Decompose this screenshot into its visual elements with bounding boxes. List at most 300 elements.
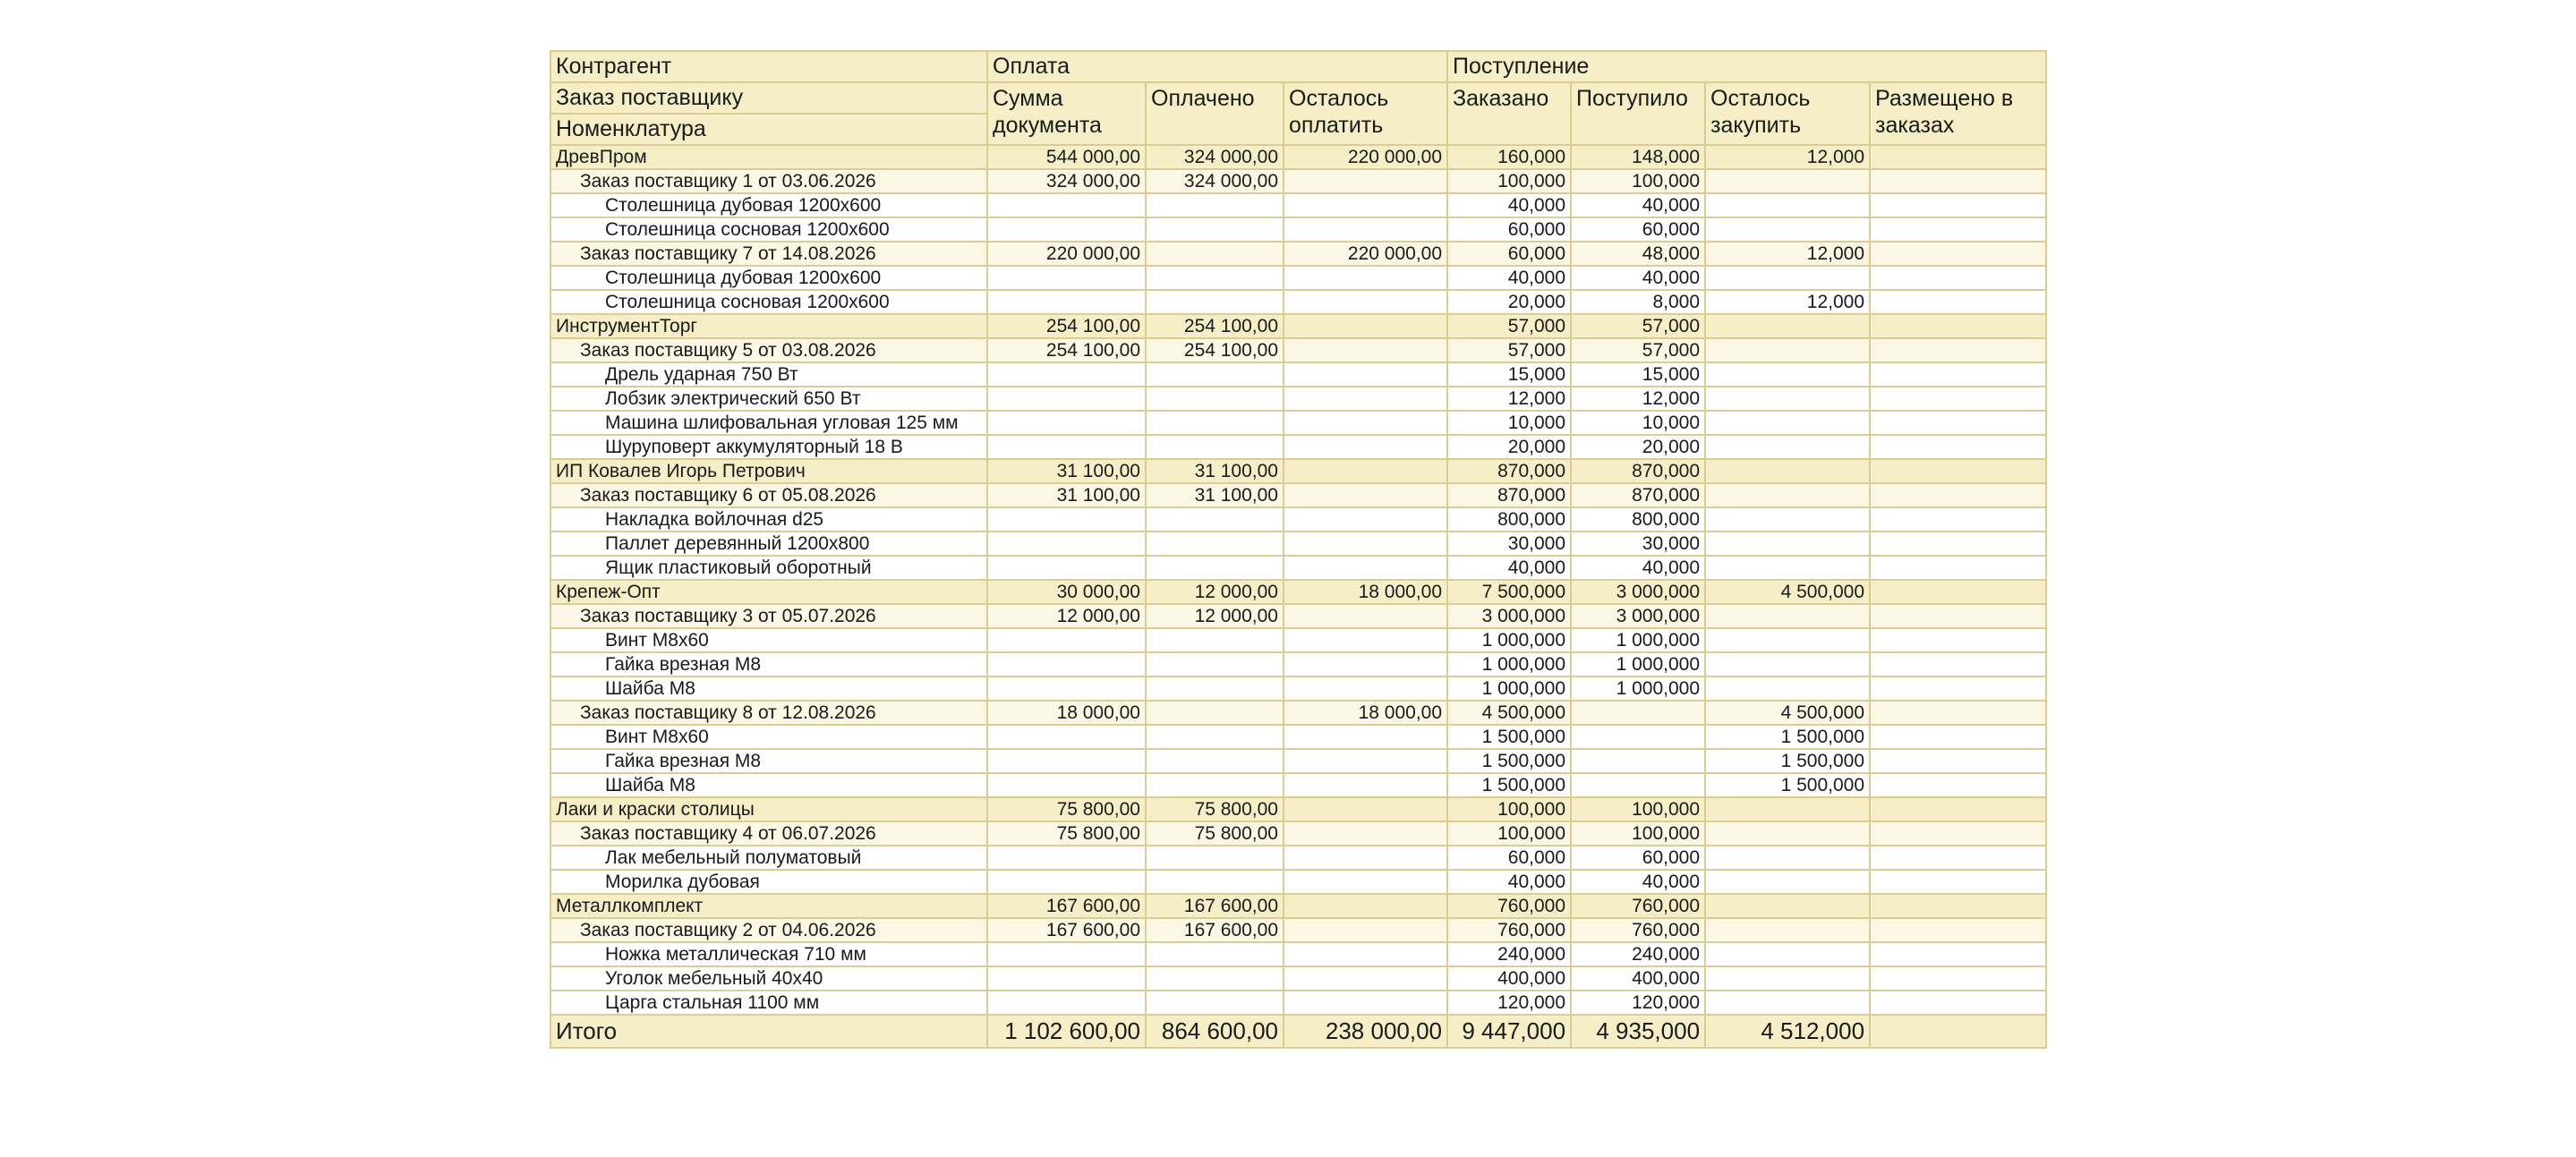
cell-left-to-buy bbox=[1705, 628, 1870, 652]
cell-name: Ящик пластиковый оборотный bbox=[550, 556, 987, 580]
item-row[interactable] bbox=[550, 532, 2046, 556]
cell-left-to-buy bbox=[1705, 918, 1870, 942]
cell-left-to-pay bbox=[1284, 217, 1447, 242]
cell-name: ИП Ковалев Игорь Петрович bbox=[550, 459, 987, 483]
cell-paid bbox=[1146, 193, 1284, 217]
cell-placed bbox=[1870, 314, 2046, 338]
cell-name: Заказ поставщику 8 от 12.08.2026 bbox=[550, 701, 987, 725]
cell-received: 240,000 bbox=[1571, 942, 1705, 966]
cell-received: 30,000 bbox=[1571, 532, 1705, 556]
cell-received: 40,000 bbox=[1571, 870, 1705, 894]
cell-placed bbox=[1870, 918, 2046, 942]
order-row[interactable] bbox=[550, 604, 2046, 628]
cell-received: 800,000 bbox=[1571, 507, 1705, 532]
cell-left-to-pay bbox=[1284, 918, 1447, 942]
cell-name: ИнструментТорг bbox=[550, 314, 987, 338]
cell-paid bbox=[1146, 773, 1284, 797]
cell-left-to-pay bbox=[1284, 894, 1447, 918]
cell-paid: 167 600,00 bbox=[1146, 894, 1284, 918]
cell-ordered: 20,000 bbox=[1447, 290, 1571, 314]
cell-paid: 324 000,00 bbox=[1146, 169, 1284, 193]
item-row[interactable] bbox=[550, 725, 2046, 749]
cell-left-to-buy bbox=[1705, 193, 1870, 217]
cell-paid bbox=[1146, 532, 1284, 556]
cell-doc-sum bbox=[987, 193, 1146, 217]
cell-ordered: 60,000 bbox=[1447, 242, 1571, 266]
cell-left-to-pay bbox=[1284, 676, 1447, 701]
cell-received: 760,000 bbox=[1571, 894, 1705, 918]
cell-paid bbox=[1146, 942, 1284, 966]
cell-paid: 75 800,00 bbox=[1146, 797, 1284, 821]
cell-paid bbox=[1146, 966, 1284, 991]
total-left-to-pay: 238 000,00 bbox=[1284, 1015, 1447, 1048]
cell-received: 20,000 bbox=[1571, 435, 1705, 459]
cell-left-to-buy bbox=[1705, 821, 1870, 846]
cell-received: 10,000 bbox=[1571, 411, 1705, 435]
cell-ordered: 20,000 bbox=[1447, 435, 1571, 459]
cell-placed bbox=[1870, 580, 2046, 604]
cell-ordered: 40,000 bbox=[1447, 870, 1571, 894]
order-row[interactable] bbox=[550, 242, 2046, 266]
item-row[interactable] bbox=[550, 676, 2046, 701]
cell-received: 100,000 bbox=[1571, 821, 1705, 846]
cell-doc-sum: 30 000,00 bbox=[987, 580, 1146, 604]
cell-received: 100,000 bbox=[1571, 797, 1705, 821]
cell-name: Заказ поставщику 3 от 05.07.2026 bbox=[550, 604, 987, 628]
cell-placed bbox=[1870, 217, 2046, 242]
cell-received: 100,000 bbox=[1571, 169, 1705, 193]
cell-left-to-buy bbox=[1705, 314, 1870, 338]
cell-placed bbox=[1870, 966, 2046, 991]
cell-name: Дрель ударная 750 Вт bbox=[550, 362, 987, 387]
item-row[interactable] bbox=[550, 942, 2046, 966]
item-row[interactable] bbox=[550, 217, 2046, 242]
cell-doc-sum: 254 100,00 bbox=[987, 338, 1146, 362]
cell-received: 1 000,000 bbox=[1571, 652, 1705, 676]
total-label: Итого bbox=[550, 1015, 987, 1048]
cell-ordered: 57,000 bbox=[1447, 314, 1571, 338]
cell-name: Металлкомплект bbox=[550, 894, 987, 918]
cell-ordered: 1 500,000 bbox=[1447, 749, 1571, 773]
cell-left-to-pay bbox=[1284, 169, 1447, 193]
cell-left-to-buy bbox=[1705, 217, 1870, 242]
cell-placed bbox=[1870, 942, 2046, 966]
cell-paid: 75 800,00 bbox=[1146, 821, 1284, 846]
cell-doc-sum bbox=[987, 290, 1146, 314]
cell-placed bbox=[1870, 797, 2046, 821]
cell-left-to-buy bbox=[1705, 966, 1870, 991]
cell-ordered: 60,000 bbox=[1447, 846, 1571, 870]
cell-placed bbox=[1870, 483, 2046, 507]
cell-left-to-pay bbox=[1284, 942, 1447, 966]
cell-name: Уголок мебельный 40х40 bbox=[550, 966, 987, 991]
cell-left-to-pay bbox=[1284, 652, 1447, 676]
cell-name: Гайка врезная М8 bbox=[550, 749, 987, 773]
cell-paid bbox=[1146, 846, 1284, 870]
cell-received bbox=[1571, 725, 1705, 749]
cell-received bbox=[1571, 773, 1705, 797]
cell-doc-sum bbox=[987, 749, 1146, 773]
cell-left-to-buy bbox=[1705, 846, 1870, 870]
order-row[interactable] bbox=[550, 483, 2046, 507]
cell-name: Царга стальная 1100 мм bbox=[550, 991, 987, 1015]
cell-left-to-pay bbox=[1284, 266, 1447, 290]
cell-left-to-pay: 220 000,00 bbox=[1284, 242, 1447, 266]
cell-doc-sum: 324 000,00 bbox=[987, 169, 1146, 193]
total-doc-sum: 1 102 600,00 bbox=[987, 1015, 1146, 1048]
cell-left-to-buy bbox=[1705, 797, 1870, 821]
cell-name: Шуруповерт аккумуляторный 18 В bbox=[550, 435, 987, 459]
cell-received: 148,000 bbox=[1571, 145, 1705, 169]
cell-placed bbox=[1870, 628, 2046, 652]
cell-left-to-pay bbox=[1284, 725, 1447, 749]
cell-doc-sum bbox=[987, 676, 1146, 701]
cell-placed bbox=[1870, 894, 2046, 918]
item-row[interactable] bbox=[550, 387, 2046, 411]
counterparty-row[interactable] bbox=[550, 145, 2046, 169]
cell-paid: 324 000,00 bbox=[1146, 145, 1284, 169]
cell-ordered: 30,000 bbox=[1447, 532, 1571, 556]
cell-left-to-buy: 12,000 bbox=[1705, 290, 1870, 314]
cell-name: Заказ поставщику 4 от 06.07.2026 bbox=[550, 821, 987, 846]
cell-placed bbox=[1870, 604, 2046, 628]
item-row[interactable] bbox=[550, 290, 2046, 314]
cell-doc-sum: 12 000,00 bbox=[987, 604, 1146, 628]
cell-received bbox=[1571, 749, 1705, 773]
cell-received: 870,000 bbox=[1571, 483, 1705, 507]
cell-placed bbox=[1870, 773, 2046, 797]
cell-left-to-buy bbox=[1705, 870, 1870, 894]
cell-left-to-pay bbox=[1284, 749, 1447, 773]
cell-left-to-pay bbox=[1284, 773, 1447, 797]
header-paid: Оплачено bbox=[1146, 82, 1284, 145]
cell-ordered: 1 500,000 bbox=[1447, 725, 1571, 749]
cell-received: 60,000 bbox=[1571, 217, 1705, 242]
cell-left-to-pay bbox=[1284, 870, 1447, 894]
cell-paid bbox=[1146, 435, 1284, 459]
cell-paid bbox=[1146, 387, 1284, 411]
cell-received: 400,000 bbox=[1571, 966, 1705, 991]
cell-ordered: 10,000 bbox=[1447, 411, 1571, 435]
cell-paid: 12 000,00 bbox=[1146, 580, 1284, 604]
cell-name: Столешница сосновая 1200х600 bbox=[550, 290, 987, 314]
cell-doc-sum bbox=[987, 387, 1146, 411]
cell-doc-sum bbox=[987, 725, 1146, 749]
cell-ordered: 870,000 bbox=[1447, 459, 1571, 483]
cell-doc-sum: 167 600,00 bbox=[987, 918, 1146, 942]
cell-paid: 12 000,00 bbox=[1146, 604, 1284, 628]
cell-paid: 254 100,00 bbox=[1146, 338, 1284, 362]
cell-received: 40,000 bbox=[1571, 193, 1705, 217]
cell-received: 57,000 bbox=[1571, 338, 1705, 362]
total-placed bbox=[1870, 1015, 2046, 1048]
cell-left-to-pay bbox=[1284, 338, 1447, 362]
cell-left-to-pay bbox=[1284, 435, 1447, 459]
item-row[interactable] bbox=[550, 846, 2046, 870]
cell-ordered: 57,000 bbox=[1447, 338, 1571, 362]
item-row[interactable] bbox=[550, 435, 2046, 459]
order-row[interactable] bbox=[550, 338, 2046, 362]
cell-left-to-pay bbox=[1284, 628, 1447, 652]
cell-left-to-pay bbox=[1284, 362, 1447, 387]
cell-name: Заказ поставщику 5 от 03.08.2026 bbox=[550, 338, 987, 362]
cell-ordered: 100,000 bbox=[1447, 797, 1571, 821]
cell-left-to-buy bbox=[1705, 411, 1870, 435]
cell-left-to-pay bbox=[1284, 821, 1447, 846]
cell-paid bbox=[1146, 991, 1284, 1015]
cell-paid: 167 600,00 bbox=[1146, 918, 1284, 942]
header-row-1 bbox=[550, 51, 2046, 82]
item-row[interactable] bbox=[550, 362, 2046, 387]
cell-placed bbox=[1870, 701, 2046, 725]
cell-paid bbox=[1146, 266, 1284, 290]
item-row[interactable] bbox=[550, 628, 2046, 652]
total-row bbox=[550, 1015, 2046, 1048]
item-row[interactable] bbox=[550, 991, 2046, 1015]
cell-doc-sum bbox=[987, 217, 1146, 242]
cell-name: Столешница дубовая 1200х600 bbox=[550, 193, 987, 217]
cell-placed bbox=[1870, 362, 2046, 387]
report-body bbox=[550, 51, 2046, 1048]
cell-doc-sum: 75 800,00 bbox=[987, 797, 1146, 821]
cell-ordered: 3 000,000 bbox=[1447, 604, 1571, 628]
order-row[interactable] bbox=[550, 918, 2046, 942]
cell-ordered: 40,000 bbox=[1447, 266, 1571, 290]
counterparty-row[interactable] bbox=[550, 580, 2046, 604]
cell-paid bbox=[1146, 242, 1284, 266]
cell-left-to-buy: 1 500,000 bbox=[1705, 773, 1870, 797]
cell-ordered: 760,000 bbox=[1447, 918, 1571, 942]
cell-left-to-buy bbox=[1705, 387, 1870, 411]
cell-doc-sum bbox=[987, 411, 1146, 435]
header-placed-in-orders: Размещено в заказах bbox=[1870, 82, 2046, 145]
item-row[interactable] bbox=[550, 556, 2046, 580]
cell-left-to-pay bbox=[1284, 411, 1447, 435]
header-order: Заказ поставщику bbox=[550, 82, 987, 114]
cell-received: 760,000 bbox=[1571, 918, 1705, 942]
cell-left-to-pay bbox=[1284, 532, 1447, 556]
cell-name: Лак мебельный полуматовый bbox=[550, 846, 987, 870]
cell-name: Шайба М8 bbox=[550, 676, 987, 701]
total-left-to-buy: 4 512,000 bbox=[1705, 1015, 1870, 1048]
cell-received: 3 000,000 bbox=[1571, 580, 1705, 604]
cell-paid bbox=[1146, 290, 1284, 314]
cell-ordered: 800,000 bbox=[1447, 507, 1571, 532]
cell-left-to-buy bbox=[1705, 676, 1870, 701]
cell-ordered: 12,000 bbox=[1447, 387, 1571, 411]
cell-placed bbox=[1870, 652, 2046, 676]
cell-doc-sum: 31 100,00 bbox=[987, 483, 1146, 507]
header-row-2 bbox=[550, 82, 2046, 114]
item-row[interactable] bbox=[550, 870, 2046, 894]
cell-paid bbox=[1146, 411, 1284, 435]
cell-doc-sum bbox=[987, 652, 1146, 676]
cell-placed bbox=[1870, 556, 2046, 580]
cell-doc-sum: 18 000,00 bbox=[987, 701, 1146, 725]
item-row[interactable] bbox=[550, 507, 2046, 532]
cell-ordered: 100,000 bbox=[1447, 821, 1571, 846]
cell-ordered: 1 000,000 bbox=[1447, 676, 1571, 701]
cell-placed bbox=[1870, 435, 2046, 459]
header-nomenclature: Номенклатура bbox=[550, 114, 987, 145]
cell-received: 120,000 bbox=[1571, 991, 1705, 1015]
cell-placed bbox=[1870, 459, 2046, 483]
cell-paid: 31 100,00 bbox=[1146, 459, 1284, 483]
item-row[interactable] bbox=[550, 266, 2046, 290]
cell-left-to-buy bbox=[1705, 532, 1870, 556]
total-paid: 864 600,00 bbox=[1146, 1015, 1284, 1048]
supplier-orders-report bbox=[550, 50, 2047, 1049]
cell-left-to-pay: 220 000,00 bbox=[1284, 145, 1447, 169]
cell-ordered: 7 500,000 bbox=[1447, 580, 1571, 604]
counterparty-row[interactable] bbox=[550, 314, 2046, 338]
cell-left-to-pay bbox=[1284, 290, 1447, 314]
cell-placed bbox=[1870, 532, 2046, 556]
cell-left-to-buy bbox=[1705, 435, 1870, 459]
cell-received: 3 000,000 bbox=[1571, 604, 1705, 628]
cell-doc-sum bbox=[987, 556, 1146, 580]
cell-paid: 254 100,00 bbox=[1146, 314, 1284, 338]
cell-placed bbox=[1870, 193, 2046, 217]
cell-placed bbox=[1870, 749, 2046, 773]
cell-left-to-buy: 12,000 bbox=[1705, 145, 1870, 169]
cell-left-to-pay bbox=[1284, 507, 1447, 532]
item-row[interactable] bbox=[550, 966, 2046, 991]
cell-left-to-pay bbox=[1284, 846, 1447, 870]
cell-left-to-buy: 12,000 bbox=[1705, 242, 1870, 266]
cell-paid bbox=[1146, 676, 1284, 701]
cell-placed bbox=[1870, 411, 2046, 435]
cell-name: Лобзик электрический 650 Вт bbox=[550, 387, 987, 411]
cell-received: 40,000 bbox=[1571, 266, 1705, 290]
cell-placed bbox=[1870, 846, 2046, 870]
cell-left-to-buy bbox=[1705, 991, 1870, 1015]
cell-name: Морилка дубовая bbox=[550, 870, 987, 894]
cell-placed bbox=[1870, 290, 2046, 314]
cell-paid: 31 100,00 bbox=[1146, 483, 1284, 507]
cell-left-to-buy bbox=[1705, 169, 1870, 193]
cell-doc-sum: 544 000,00 bbox=[987, 145, 1146, 169]
header-received: Поступило bbox=[1571, 82, 1705, 145]
cell-ordered: 40,000 bbox=[1447, 556, 1571, 580]
cell-paid bbox=[1146, 628, 1284, 652]
cell-placed bbox=[1870, 266, 2046, 290]
cell-placed bbox=[1870, 676, 2046, 701]
cell-ordered: 120,000 bbox=[1447, 991, 1571, 1015]
cell-received: 1 000,000 bbox=[1571, 676, 1705, 701]
cell-paid bbox=[1146, 701, 1284, 725]
cell-doc-sum bbox=[987, 362, 1146, 387]
cell-doc-sum bbox=[987, 532, 1146, 556]
cell-left-to-pay bbox=[1284, 459, 1447, 483]
header-counterparty: Контрагент bbox=[550, 51, 987, 82]
cell-left-to-buy: 1 500,000 bbox=[1705, 725, 1870, 749]
cell-doc-sum bbox=[987, 846, 1146, 870]
cell-name: Машина шлифовальная угловая 125 мм bbox=[550, 411, 987, 435]
cell-placed bbox=[1870, 242, 2046, 266]
cell-left-to-pay: 18 000,00 bbox=[1284, 580, 1447, 604]
cell-ordered: 870,000 bbox=[1447, 483, 1571, 507]
cell-name: Столешница дубовая 1200х600 bbox=[550, 266, 987, 290]
order-row[interactable] bbox=[550, 169, 2046, 193]
item-row[interactable] bbox=[550, 652, 2046, 676]
cell-name: Столешница сосновая 1200х600 bbox=[550, 217, 987, 242]
counterparty-row[interactable] bbox=[550, 797, 2046, 821]
cell-paid bbox=[1146, 556, 1284, 580]
cell-ordered: 400,000 bbox=[1447, 966, 1571, 991]
cell-doc-sum: 254 100,00 bbox=[987, 314, 1146, 338]
header-left-to-buy: Осталось закупить bbox=[1705, 82, 1870, 145]
cell-received: 12,000 bbox=[1571, 387, 1705, 411]
item-row[interactable] bbox=[550, 193, 2046, 217]
counterparty-row[interactable] bbox=[550, 894, 2046, 918]
cell-name: Ножка металлическая 710 мм bbox=[550, 942, 987, 966]
cell-placed bbox=[1870, 507, 2046, 532]
cell-name: Заказ поставщику 6 от 05.08.2026 bbox=[550, 483, 987, 507]
cell-ordered: 1 000,000 bbox=[1447, 652, 1571, 676]
item-row[interactable] bbox=[550, 411, 2046, 435]
cell-received bbox=[1571, 701, 1705, 725]
cell-name: Шайба М8 bbox=[550, 773, 987, 797]
cell-placed bbox=[1870, 991, 2046, 1015]
cell-received: 8,000 bbox=[1571, 290, 1705, 314]
cell-doc-sum: 220 000,00 bbox=[987, 242, 1146, 266]
cell-ordered: 100,000 bbox=[1447, 169, 1571, 193]
cell-left-to-buy bbox=[1705, 483, 1870, 507]
cell-left-to-buy bbox=[1705, 942, 1870, 966]
cell-received: 60,000 bbox=[1571, 846, 1705, 870]
cell-doc-sum bbox=[987, 991, 1146, 1015]
total-received: 4 935,000 bbox=[1571, 1015, 1705, 1048]
cell-left-to-pay bbox=[1284, 991, 1447, 1015]
order-row[interactable] bbox=[550, 701, 2046, 725]
cell-left-to-pay bbox=[1284, 797, 1447, 821]
header-payment: Оплата bbox=[987, 51, 1447, 82]
cell-left-to-buy: 4 500,000 bbox=[1705, 701, 1870, 725]
cell-placed bbox=[1870, 725, 2046, 749]
cell-name: Заказ поставщику 1 от 03.06.2026 bbox=[550, 169, 987, 193]
cell-name: ДревПром bbox=[550, 145, 987, 169]
cell-name: Накладка войлочная d25 bbox=[550, 507, 987, 532]
total-ordered: 9 447,000 bbox=[1447, 1015, 1571, 1048]
item-row[interactable] bbox=[550, 749, 2046, 773]
cell-ordered: 1 500,000 bbox=[1447, 773, 1571, 797]
cell-left-to-buy bbox=[1705, 604, 1870, 628]
cell-left-to-pay bbox=[1284, 604, 1447, 628]
cell-left-to-pay bbox=[1284, 193, 1447, 217]
cell-ordered: 15,000 bbox=[1447, 362, 1571, 387]
cell-left-to-buy bbox=[1705, 652, 1870, 676]
cell-received: 1 000,000 bbox=[1571, 628, 1705, 652]
cell-received: 870,000 bbox=[1571, 459, 1705, 483]
cell-doc-sum bbox=[987, 266, 1146, 290]
cell-name: Крепеж-Опт bbox=[550, 580, 987, 604]
cell-placed bbox=[1870, 821, 2046, 846]
cell-paid bbox=[1146, 652, 1284, 676]
item-row[interactable] bbox=[550, 773, 2046, 797]
cell-name: Винт М8х60 bbox=[550, 725, 987, 749]
cell-doc-sum bbox=[987, 628, 1146, 652]
cell-placed bbox=[1870, 338, 2046, 362]
cell-left-to-buy bbox=[1705, 556, 1870, 580]
cell-name: Лаки и краски столицы bbox=[550, 797, 987, 821]
cell-doc-sum bbox=[987, 435, 1146, 459]
cell-left-to-buy bbox=[1705, 338, 1870, 362]
cell-paid bbox=[1146, 507, 1284, 532]
order-row[interactable] bbox=[550, 821, 2046, 846]
header-doc-sum: Сумма документа bbox=[987, 82, 1146, 145]
counterparty-row[interactable] bbox=[550, 459, 2046, 483]
